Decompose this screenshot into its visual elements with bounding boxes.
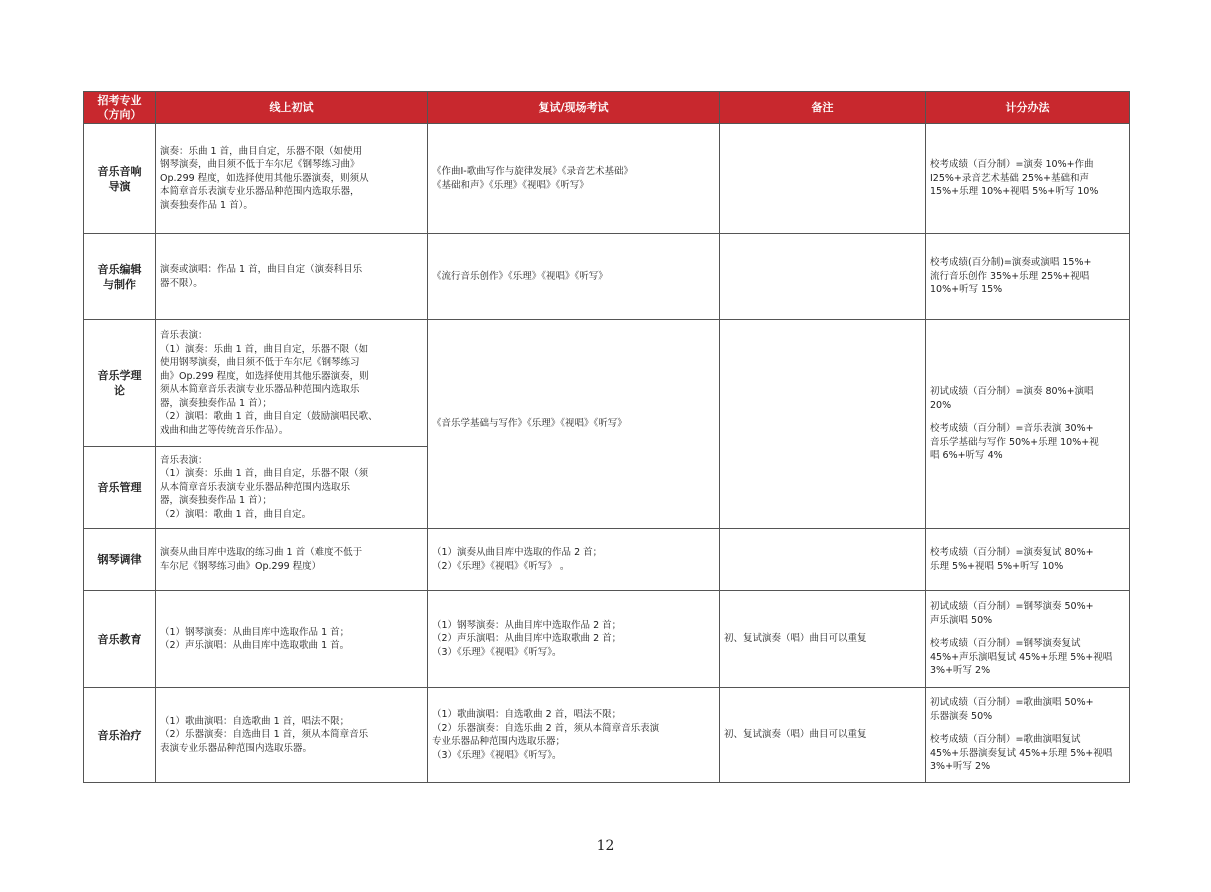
preliminary-scoring [930,385,1125,412]
text-line: 器不限）。 [160,277,203,289]
text-line: 校考成绩(百分制)=演奏或演唱 15%+ [930,257,1092,269]
text-line: 校考成绩（百分制）=音乐表演 30%+ [930,423,1094,435]
major-cell [84,320,156,447]
admissions-table [83,91,1130,783]
text-line: 演奏：乐曲 1 首，曲目自定，乐器不限（如使用 [160,145,363,157]
text-line: （2）乐器演奏：自选乐曲 2 首，须从本简章音乐表演 [432,722,660,734]
online-test-cell [156,447,428,529]
text-line: 校考成绩（百分制）=钢琴演奏复试 [930,638,1081,650]
text-line: 表演专业乐器品种范围内选取乐器。 [160,742,313,754]
text-line: 复试/现场考试 [538,100,609,114]
scoring-cell [926,320,1130,529]
text-line: 钢琴调律 [97,553,142,566]
online-test-cell [156,529,428,591]
scoring-cell [926,124,1130,234]
text-line: （2）声乐演唱：从曲目库中选取歌曲 1 首。 [160,640,350,651]
table-row [84,591,1130,688]
retest-cell [428,591,720,688]
text-line: 流行音乐创作 35%+乐理 25%+视唱 [930,270,1090,282]
text-line: 音乐音响 [97,164,142,178]
text-line: 《流行音乐创作》《乐理》《视唱》《听写》 [432,270,608,282]
scoring-cell [926,591,1130,688]
text-line: 45%+乐器演奏复试 45%+乐理 5%+视唱 [930,747,1113,759]
text-line: （1）歌曲演唱：自选歌曲 2 首，唱法不限； [432,709,622,720]
retest-cell [428,320,720,529]
text-line: 专业乐器品种范围内选取乐器； [432,736,566,747]
major-cell [84,529,156,591]
text-line: 校考成绩（百分制）=演奏复试 80%+ [930,547,1094,558]
text-line: 音乐编辑 [97,262,142,276]
text-line: 20% [930,399,952,411]
text-line: （2）演唱：歌曲 1 首，曲目自定。 [160,508,312,520]
text-line: 音乐表演： [160,330,208,341]
text-line: （2）演唱：歌曲 1 首，曲目自定（鼓励演唱民歌、 [160,411,378,422]
header-note [720,92,926,124]
text-line: 曲》Op.299 程度，如选择使用其他乐器演奏，则 [160,370,369,382]
text-line: 45%+声乐演唱复试 45%+乐理 5%+视唱 [930,651,1113,663]
text-line: 招考专业 [97,93,142,107]
preliminary-scoring [930,600,1125,627]
online-test-cell [156,591,428,688]
text-line: （2）乐器演奏：自选曲目 1 首，须从本简章音乐 [160,729,369,741]
final-scoring [930,637,1125,678]
table-row [84,124,1130,234]
scoring-cell [926,688,1130,783]
note-cell [720,688,926,783]
text-line: 初、复试演奏（唱）曲目可以重复 [724,729,867,741]
header-major [84,92,156,124]
text-line: 校考成绩（百分制）=歌曲演唱复试 [930,734,1081,746]
retest-cell [428,688,720,783]
note-cell [720,320,926,529]
online-test-cell [156,320,428,447]
scoring-cell [926,529,1130,591]
text-line: 器，演奏独奏作品 1 首）； [160,495,272,507]
table-row [84,320,1130,447]
note-cell [720,124,926,234]
text-line: 初试成绩（百分制）=演奏 80%+演唱 [930,386,1094,398]
header-online-test [156,92,428,124]
text-line: 乐器演奏 50% [930,710,993,722]
preliminary-scoring [930,696,1125,723]
text-line: 钢琴演奏，曲目须不低于车尔尼《钢琴练习曲》 [160,159,360,171]
retest-cell [428,124,720,234]
major-cell [84,688,156,783]
text-line: 初试成绩（百分制）=钢琴演奏 50%+ [930,601,1094,613]
text-line: （2）《乐理》《视唱》《听写》 。 [432,560,570,572]
text-line: （3）《乐理》《视唱》《听写》。 [432,646,562,658]
table-header-row [84,92,1130,124]
final-scoring [930,422,1125,463]
text-line: 音乐学基础与写作 50%+乐理 10%+视 [930,436,1099,448]
text-line: （2）声乐演唱：从曲目库中选取歌曲 2 首； [432,633,622,645]
table-row [84,688,1130,783]
text-line: 备注 [811,100,834,114]
text-line: 与制作 [103,277,136,291]
text-line: 音乐学理 [97,369,142,382]
text-line: 唱 6%+听写 4% [930,450,1003,462]
text-line: （1）演奏：乐曲 1 首，曲目自定，乐器不限（须 [160,468,369,480]
table-row [84,529,1130,591]
page-number: 12 [596,838,615,854]
text-line: 乐理 5%+视唱 5%+听写 10% [930,560,1064,572]
text-line: 演奏或演唱：作品 1 首，曲目自定（演奏科目乐 [160,264,363,275]
text-line: （1）演奏：乐曲 1 首，曲目自定，乐器不限（如 [160,343,369,355]
online-test-cell [156,234,428,320]
text-line: 论 [114,384,125,397]
note-cell [720,591,926,688]
online-test-cell [156,688,428,783]
text-line: Ⅰ25%+录音艺术基础 25%+基础和声 [930,172,1089,184]
text-line: （1）钢琴演奏：从曲目库中选取作品 1 首； [160,626,350,638]
text-line: 3%+听写 2% [930,665,991,677]
text-line: （1）钢琴演奏：从曲目库中选取作品 2 首； [432,619,622,631]
text-line: 演奏独奏作品 1 首）。 [160,199,253,211]
text-line: 演奏从曲目库中选取的练习曲 1 首（难度不低于 [160,547,363,558]
text-line: 音乐表演： [160,454,208,466]
text-line: 15%+乐理 10%+视唱 5%+听写 10% [930,186,1099,198]
text-line: 须从本简章音乐表演专业乐器品种范围内选取乐 [160,384,360,395]
major-cell [84,124,156,234]
retest-cell [428,234,720,320]
text-line: 《基础和声》《乐理》《视唱》《听写》 [432,179,589,191]
text-line: （方向） [97,107,142,121]
online-test-cell [156,124,428,234]
major-cell [84,447,156,529]
text-line: 10%+听写 15% [930,284,1003,296]
major-cell [84,234,156,320]
text-line: Op.299 程度，如选择使用其他乐器演奏，则须从 [160,172,369,184]
text-line: 《音乐学基础与写作》《乐理》《视唱》《听写》 [432,418,627,430]
text-line: 校考成绩（百分制）=演奏 10%+作曲 [930,159,1094,171]
text-line: 音乐教育 [97,632,142,646]
text-line: 使用钢琴演奏，曲目须不低于车尔尼《钢琴练习 [160,357,360,368]
major-cell [84,591,156,688]
text-line: 3%+听写 2% [930,761,991,773]
text-line: 导演 [108,179,131,193]
text-line: 《作曲Ⅰ-歌曲写作与旋律发展》《录音艺术基础》 [432,166,633,177]
text-line: 从本简章音乐表演专业乐器品种范围内选取乐 [160,481,351,493]
text-line: （1）演奏从曲目库中选取的作品 2 首； [432,547,603,558]
note-cell [720,529,926,591]
header-scoring [926,92,1130,124]
text-line: 音乐治疗 [97,728,142,742]
text-line: 初试成绩（百分制）=歌曲演唱 50%+ [930,697,1094,709]
retest-cell [428,529,720,591]
text-line: 声乐演唱 50% [930,614,993,626]
text-line: 本简章音乐表演专业乐器品种范围内选取乐器， [160,186,360,198]
scoring-cell [926,234,1130,320]
table-row [84,234,1130,320]
text-line: （1）歌曲演唱：自选歌曲 1 首，唱法不限； [160,715,350,727]
text-line: 音乐管理 [97,481,142,494]
text-line: （3）《乐理》《视唱》《听写》。 [432,749,562,761]
text-line: 车尔尼《钢琴练习曲》Op.299 程度） [160,560,322,572]
final-scoring [930,733,1125,774]
text-line: 初、复试演奏（唱）曲目可以重复 [724,633,867,645]
text-line: 线上初试 [269,100,314,114]
header-retest [428,92,720,124]
text-line: 戏曲和曲艺等传统音乐作品）。 [160,424,289,436]
note-cell [720,234,926,320]
text-line: 器，演奏独奏作品 1 首）； [160,397,272,409]
text-line: 计分办法 [1005,100,1050,114]
